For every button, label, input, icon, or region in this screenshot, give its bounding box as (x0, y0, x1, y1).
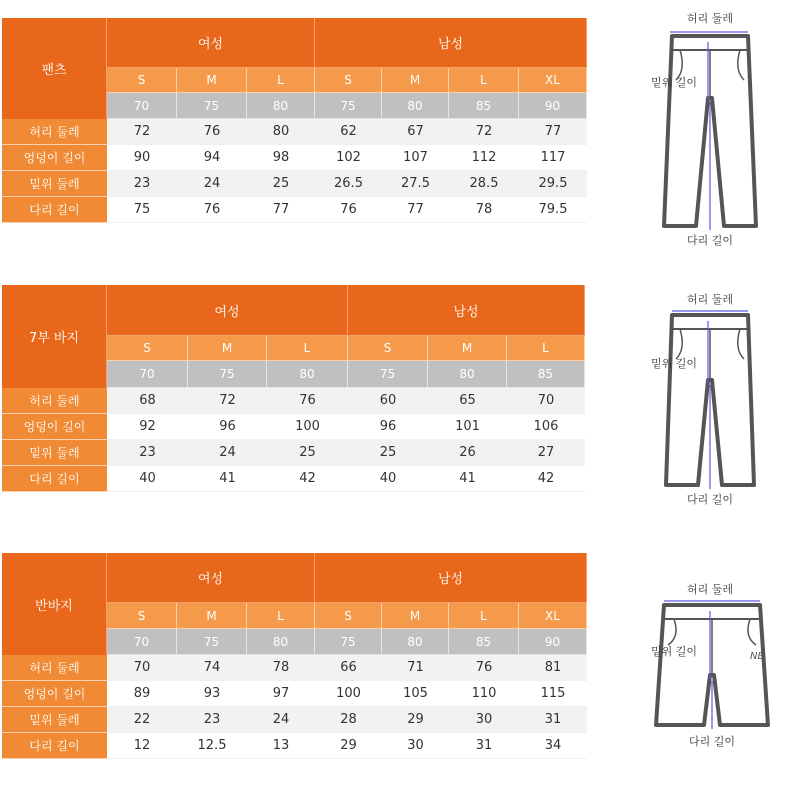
table-cell: 80 (247, 119, 315, 145)
table-cell: 23 (107, 171, 177, 197)
men-header: 남성 (348, 285, 585, 336)
waist-size: 75 (188, 361, 267, 388)
table-title: 반바지 (2, 553, 107, 655)
table-cell: 31 (449, 733, 519, 759)
waist-size: 70 (107, 93, 177, 119)
table-cell: 76 (449, 655, 519, 681)
size-label: M (382, 603, 449, 629)
size-label: S (348, 336, 428, 361)
table-cell: 27.5 (382, 171, 449, 197)
leg-label: 다리 길이 (686, 234, 734, 247)
table-cell: 76 (177, 197, 247, 223)
table-cell: 76 (315, 197, 382, 223)
row-label: 엉덩이 길이 (2, 145, 107, 171)
waist-size: 90 (519, 629, 587, 655)
table-cell: 29 (315, 733, 382, 759)
size-label: S (315, 68, 382, 93)
table-cell: 81 (519, 655, 587, 681)
table-cell: 24 (188, 440, 267, 466)
table-cell: 60 (348, 388, 428, 414)
row-label: 엉덩이 길이 (2, 414, 107, 440)
table-cell: 89 (107, 681, 177, 707)
waist-size: 85 (449, 93, 519, 119)
size-label: S (107, 68, 177, 93)
table-cell: 71 (382, 655, 449, 681)
row-label: 허리 둘레 (2, 119, 107, 145)
size-label: L (507, 336, 585, 361)
table-cell: 75 (107, 197, 177, 223)
waist-size: 90 (519, 93, 587, 119)
women-header: 여성 (107, 285, 348, 336)
waist-size: 80 (382, 93, 449, 119)
waist-size: 75 (315, 629, 382, 655)
row-label: 허리 둘레 (2, 655, 107, 681)
table-cell: 31 (519, 707, 587, 733)
row-label: 다리 길이 (2, 197, 107, 223)
waist-size: 70 (107, 629, 177, 655)
size-label: M (177, 603, 247, 629)
table-cell: 22 (107, 707, 177, 733)
table-cell: 77 (247, 197, 315, 223)
table-cell: 42 (267, 466, 348, 492)
size-label: L (247, 603, 315, 629)
table-cell: 98 (247, 145, 315, 171)
table-cell: 27 (507, 440, 585, 466)
table-cell: 93 (177, 681, 247, 707)
brand-logo-icon: NB (750, 651, 765, 662)
men-header: 남성 (315, 553, 587, 603)
table-cell: 78 (449, 197, 519, 223)
table-cell: 40 (107, 466, 188, 492)
table-cell: 28 (315, 707, 382, 733)
row-label: 엉덩이 길이 (2, 681, 107, 707)
table-cell: 26.5 (315, 171, 382, 197)
table-cell: 76 (267, 388, 348, 414)
row-label: 다리 길이 (2, 466, 107, 492)
table-cell: 26 (428, 440, 507, 466)
rise-label: 밑위 길이 (650, 357, 698, 370)
table-title: 팬츠 (2, 18, 107, 119)
size-label: S (107, 603, 177, 629)
table-cell: 106 (507, 414, 585, 440)
waist-label: 허리 둘레 (686, 583, 734, 596)
men-header: 남성 (315, 18, 587, 68)
waist-size: 85 (507, 361, 585, 388)
table-cell: 12.5 (177, 733, 247, 759)
table-cell: 25 (348, 440, 428, 466)
shorts-diagram-icon (630, 575, 790, 755)
table-cell: 76 (177, 119, 247, 145)
waist-label: 허리 둘레 (686, 12, 734, 25)
waist-size: 80 (267, 361, 348, 388)
table-cell: 77 (382, 197, 449, 223)
table-cell: 40 (348, 466, 428, 492)
waist-size: 75 (177, 629, 247, 655)
table-cell: 28.5 (449, 171, 519, 197)
size-label: M (382, 68, 449, 93)
table-cell: 68 (107, 388, 188, 414)
waist-size: 80 (247, 629, 315, 655)
table-cell: 23 (177, 707, 247, 733)
table-cell: 29 (382, 707, 449, 733)
table-cell: 100 (267, 414, 348, 440)
women-header: 여성 (107, 18, 315, 68)
table-cell: 67 (382, 119, 449, 145)
table-cell: 115 (519, 681, 587, 707)
waist-size: 75 (315, 93, 382, 119)
size-label: L (449, 68, 519, 93)
size-label: M (428, 336, 507, 361)
table-cell: 66 (315, 655, 382, 681)
table-cell: 42 (507, 466, 585, 492)
table-title: 7부 바지 (2, 285, 107, 388)
table-cell: 90 (107, 145, 177, 171)
row-label: 다리 길이 (2, 733, 107, 759)
table-cell: 97 (247, 681, 315, 707)
size-label: M (188, 336, 267, 361)
table-cell: 110 (449, 681, 519, 707)
table-cell: 41 (188, 466, 267, 492)
table-cell: 102 (315, 145, 382, 171)
size-label: M (177, 68, 247, 93)
row-label: 밑위 둘레 (2, 171, 107, 197)
waist-size: 80 (428, 361, 507, 388)
table-cell: 77 (519, 119, 587, 145)
table-cell: 70 (107, 655, 177, 681)
row-label: 밑위 둘레 (2, 707, 107, 733)
table-cell: 72 (188, 388, 267, 414)
size-label: S (315, 603, 382, 629)
table-cell: 24 (177, 171, 247, 197)
table-cell: 96 (348, 414, 428, 440)
table-cell: 72 (107, 119, 177, 145)
table-cell: 79.5 (519, 197, 587, 223)
table-cell: 12 (107, 733, 177, 759)
size-label: XL (519, 68, 587, 93)
table-cell: 117 (519, 145, 587, 171)
table-cell: 34 (519, 733, 587, 759)
cropped-pants-diagram-icon (630, 285, 790, 510)
leg-label: 다리 길이 (688, 735, 736, 748)
rise-label: 밑위 길이 (650, 76, 698, 89)
waist-size: 75 (177, 93, 247, 119)
table-cell: 78 (247, 655, 315, 681)
table-cell: 72 (449, 119, 519, 145)
table-cell: 105 (382, 681, 449, 707)
size-label: L (247, 68, 315, 93)
table-cell: 94 (177, 145, 247, 171)
size-label: L (267, 336, 348, 361)
table-cell: 13 (247, 733, 315, 759)
rise-label: 밑위 길이 (650, 645, 698, 658)
table-cell: 65 (428, 388, 507, 414)
pants-diagram-icon (630, 8, 790, 253)
table-cell: 30 (382, 733, 449, 759)
table-cell: 62 (315, 119, 382, 145)
row-label: 허리 둘레 (2, 388, 107, 414)
row-label: 밑위 둘레 (2, 440, 107, 466)
table-cell: 24 (247, 707, 315, 733)
table-cell: 25 (267, 440, 348, 466)
size-label: L (449, 603, 519, 629)
table-cell: 96 (188, 414, 267, 440)
table-cell: 30 (449, 707, 519, 733)
waist-size: 70 (107, 361, 188, 388)
table-cell: 101 (428, 414, 507, 440)
size-label: XL (519, 603, 587, 629)
waist-size: 80 (382, 629, 449, 655)
table-cell: 23 (107, 440, 188, 466)
table-cell: 29.5 (519, 171, 587, 197)
waist-size: 80 (247, 93, 315, 119)
leg-label: 다리 길이 (686, 493, 734, 506)
table-cell: 70 (507, 388, 585, 414)
waist-size: 75 (348, 361, 428, 388)
table-cell: 92 (107, 414, 188, 440)
table-cell: 41 (428, 466, 507, 492)
waist-label: 허리 둘레 (686, 293, 734, 306)
table-cell: 25 (247, 171, 315, 197)
waist-size: 85 (449, 629, 519, 655)
table-cell: 112 (449, 145, 519, 171)
table-cell: 107 (382, 145, 449, 171)
table-cell: 74 (177, 655, 247, 681)
size-label: S (107, 336, 188, 361)
table-cell: 100 (315, 681, 382, 707)
women-header: 여성 (107, 553, 315, 603)
